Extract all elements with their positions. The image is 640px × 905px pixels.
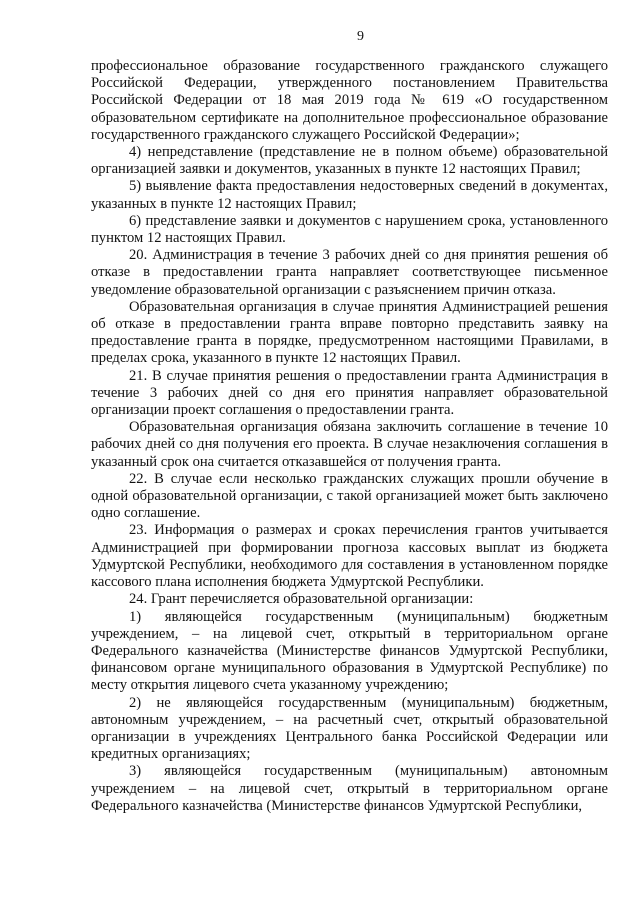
paragraph-section-24: 24. Грант перечисляется образовательной организации: xyxy=(129,591,474,608)
paragraph-section-20: 20. Администрация в течение 3 рабочих дней со дня принятия решения об отказе в предоставлении гранта направляет соответствующее письменное уведомление образовательной организации с разъяснением причин отказа. xyxy=(91,247,608,298)
paragraph-continuation: профессиональное образование государственного гражданского служащего Российской Федерации, утвержденного постановлением Правительства Российской Федерации от 18 мая 2019 года № 619 «О государственном образовательном сертификате на дополнительное профессиональное образование государственного гражданского служащего Российской Федерации»; xyxy=(91,58,608,143)
paragraph-section-21: 21. В случае принятия решения о предоставлении гранта Администрация в течение 3 рабочих дней со дня его принятия направляет образовательной организации проект соглашения о предоставлении гранта. xyxy=(91,367,608,419)
paragraph-grant-item-2: 2) не являющейся государственным (муниципальным) бюджетным, автономным учреждением, – на расчетный счет, открытый образовательной организации в учреждениях Центрального банка Российской Федерации или кредитных организациях; xyxy=(91,694,608,763)
paragraph-grant-item-1: 1) являющейся государственным (муниципальным) бюджетным учреждением, – на лицевой счет, открытый в территориальном органе Федерального казначейства (Министерстве финансов Удмуртской Республики, финансовом органе муниципального образования в Удмуртской Республике) по месту открытия лицевого счета указанному учреждению; xyxy=(91,608,608,694)
paragraph-grant-item-3: 3) являющейся государственным (муниципальным) автономным учреждением – на лицевой счет, открытый в территориальном органе Федерального казначейства (Министерстве финансов Удмуртской Республики, xyxy=(91,763,608,814)
paragraph-resubmission: Образовательная организация в случае принятия Администрацией решения об отказе в предоставлении гранта вправе повторно представить заявку на предоставление гранта в порядке, предусмотренном настоящими Правилами, в пределах срока, указанного в пункте 12 настоящих Правил. xyxy=(91,298,608,367)
paragraph-item-6: 6) представление заявки и документов с нарушением срока, установленного пунктом 12 настоящих Правил. xyxy=(91,212,608,247)
paragraph-item-5: 5) выявление факта предоставления недостоверных сведений в документах, указанных в пункте 12 настоящих Правил; xyxy=(91,178,608,212)
paragraph-section-22: 22. В случае если несколько гражданских служащих прошли обучение в одной образовательной организации, с такой организацией может быть заключено одно соглашение. xyxy=(91,470,608,522)
paragraph-item-4: 4) непредставление (представление не в полном объеме) образовательной организацией заявки и документов, указанных в пункте 12 настоящих Правил; xyxy=(91,144,608,178)
paragraph-section-23: 23. Информация о размерах и сроках перечисления грантов учитывается Администрацией при формировании прогноза кассовых выплат из бюджета Удмуртской Республики, необходимого для составления в установленном порядке кассового плана исполнения бюджета Удмуртской Республики. xyxy=(91,522,608,591)
paragraph-agreement-deadline: Образовательная организация обязана заключить соглашение в течение 10 рабочих дней со дня получения его проекта. В случае незаключения соглашения в указанный срок она считается отказавшейся от получения гранта. xyxy=(91,419,608,470)
page-number: 9 xyxy=(357,29,364,44)
